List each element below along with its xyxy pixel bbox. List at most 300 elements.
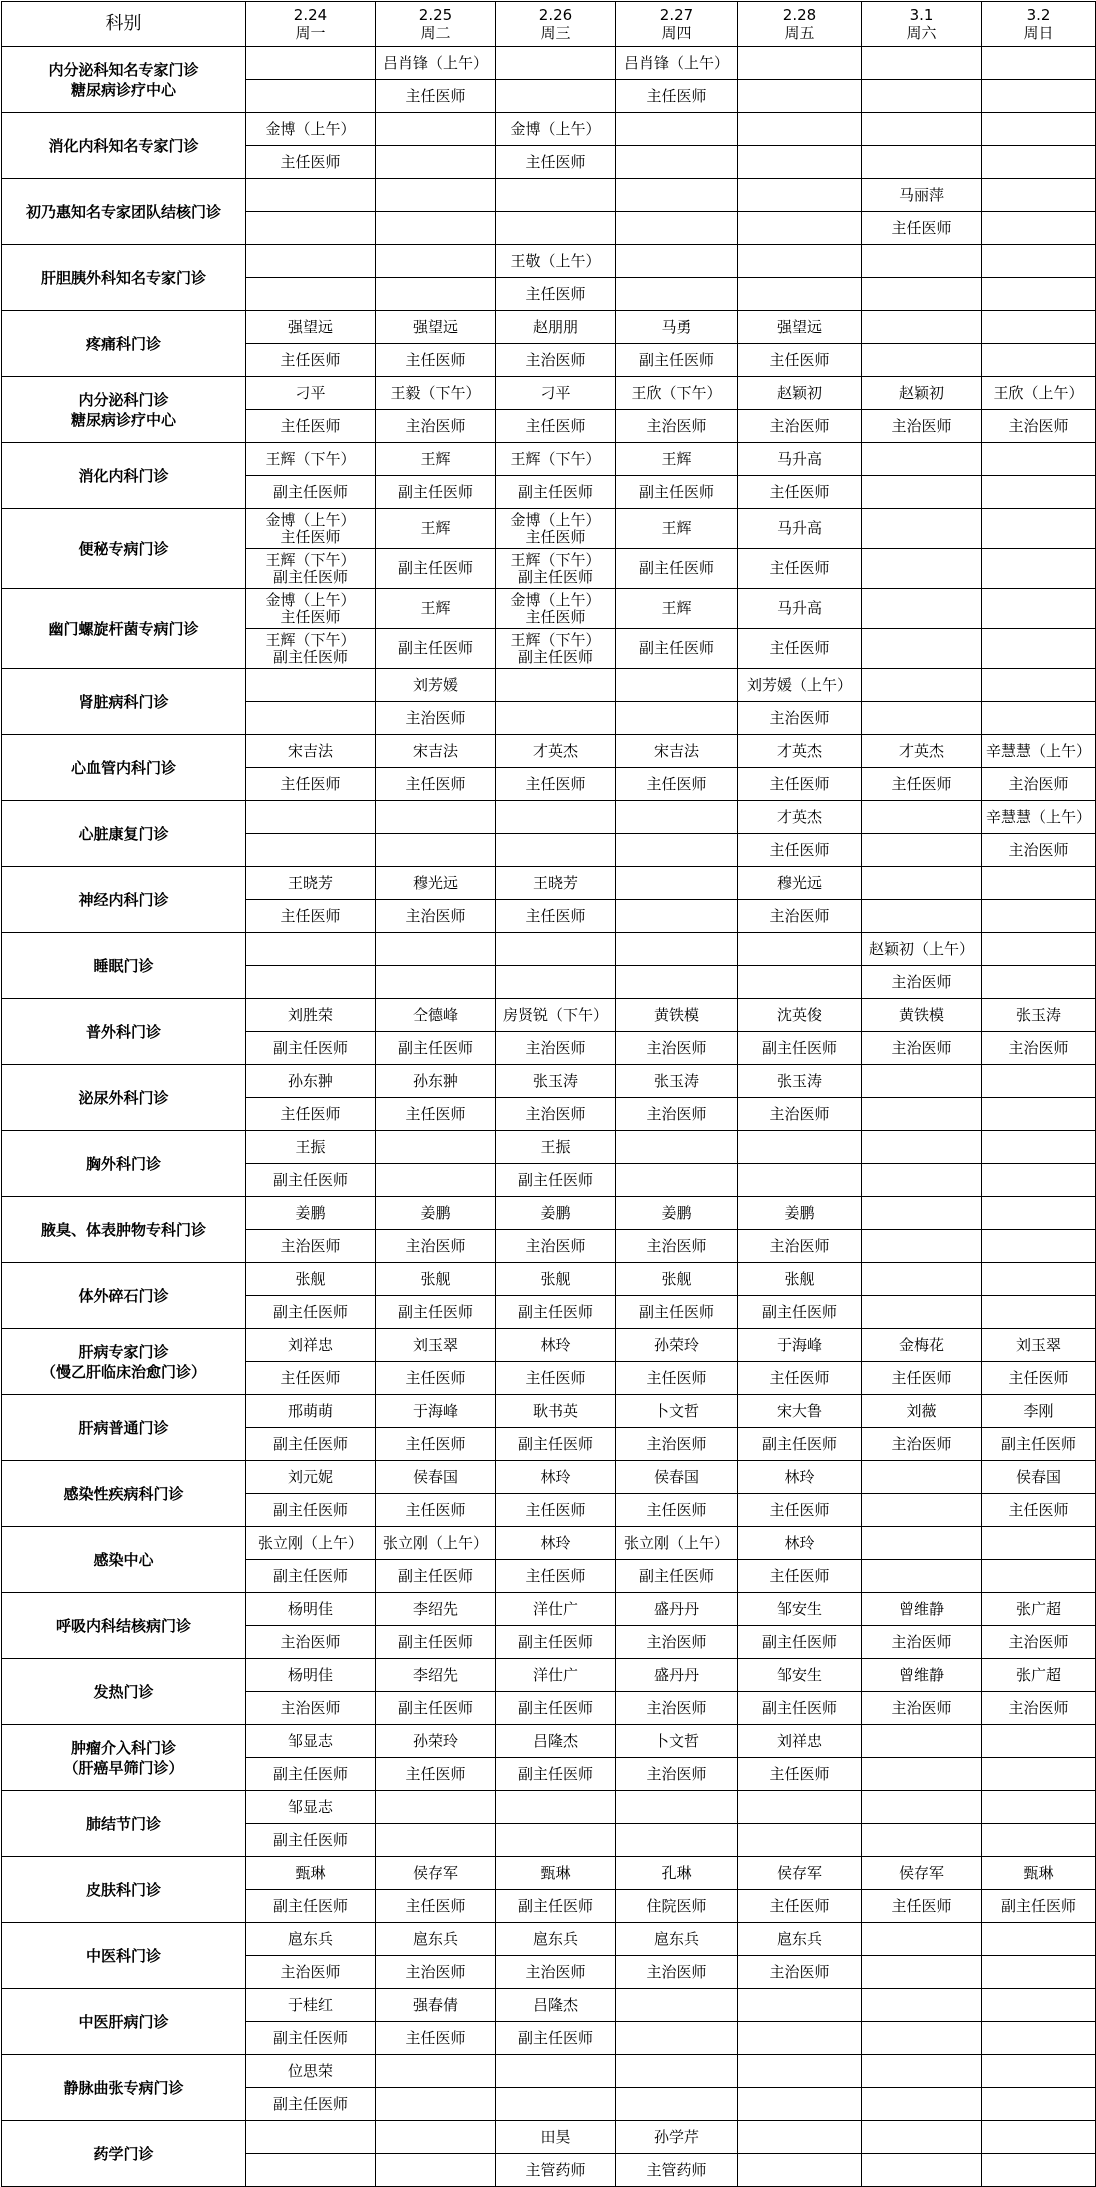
doctor-title-cell: 主治医师 [982,768,1096,801]
doctor-title-cell [376,146,496,179]
doctor-title-cell: 主任医师 [616,768,738,801]
doctor-name-cell: 张舰 [738,1263,862,1296]
schedule-row-doctor [2,1131,1096,1164]
doctor-name-cell [246,245,376,278]
schedule-row-doctor [2,1791,1096,1824]
doctor-name-cell [982,113,1096,146]
doctor-title-cell: 主治医师 [616,1692,738,1725]
department-name: 体外碎石门诊 [2,1263,246,1329]
doctor-title-cell: 主任医师 [246,1098,376,1131]
schedule-row-doctor [2,2121,1096,2154]
doctor-name-cell [982,589,1096,629]
doctor-title-cell [496,702,616,735]
doctor-name-cell [738,933,862,966]
doctor-name-cell [616,113,738,146]
doctor-title-cell [376,966,496,999]
doctor-title-cell: 主治医师 [246,1230,376,1263]
doctor-name-cell: 王辉（下午） [246,443,376,476]
doctor-name-cell: 宋吉法 [376,735,496,768]
doctor-title-cell [982,80,1096,113]
doctor-title-cell [246,278,376,311]
doctor-name-cell [862,311,982,344]
doctor-name-cell: 林玲 [496,1527,616,1560]
doctor-name-cell: 才英杰 [738,801,862,834]
doctor-name-cell: 刘玉翠 [982,1329,1096,1362]
doctor-name-cell [376,1791,496,1824]
doctor-title-cell [738,2154,862,2187]
schedule-row-doctor [2,311,1096,344]
doctor-name-cell: 位思荣 [246,2055,376,2088]
doctor-title-cell: 副主任医师 [376,1626,496,1659]
doctor-title-cell [616,702,738,735]
doctor-title-cell: 副主任医师 [738,1428,862,1461]
dept-column-header: 科别 [2,2,246,47]
department-name: 神经内科门诊 [2,867,246,933]
doctor-title-cell: 副主任医师 [376,1032,496,1065]
doctor-title-cell: 主任医师 [376,1890,496,1923]
doctor-title-cell [738,146,862,179]
doctor-title-cell: 副主任医师 [616,629,738,669]
doctor-name-cell [862,1197,982,1230]
schedule-row-doctor [2,377,1096,410]
department-name: 静脉曲张专病门诊 [2,2055,246,2121]
doctor-name-cell: 赵颖初（上午） [862,933,982,966]
department-name: 腋臭、体表肿物专科门诊 [2,1197,246,1263]
doctor-name-cell [982,1131,1096,1164]
doctor-name-cell: 张广超 [982,1659,1096,1692]
day-date: 2.26 [538,6,573,24]
doctor-title-cell [982,2022,1096,2055]
doctor-name-cell [376,113,496,146]
schedule-row-doctor [2,1065,1096,1098]
doctor-title-cell: 副主任医师 [616,344,738,377]
doctor-title-cell: 主任医师 [982,1362,1096,1395]
doctor-title-cell: 主任医师 [496,1560,616,1593]
doctor-title-cell [862,146,982,179]
doctor-name-cell: 林玲 [496,1461,616,1494]
doctor-name-cell: 王晓芳 [496,867,616,900]
doctor-name-cell: 金博（上午） 主任医师 [246,589,376,629]
doctor-title-cell [862,1758,982,1791]
schedule-row-doctor [2,1593,1096,1626]
doctor-title-cell: 主任医师 [862,1890,982,1923]
doctor-name-cell: 王辉（下午） [496,443,616,476]
doctor-title-cell [246,966,376,999]
doctor-name-cell [616,1791,738,1824]
doctor-name-cell [982,933,1096,966]
doctor-name-cell: 才英杰 [496,735,616,768]
doctor-title-cell [982,1824,1096,1857]
doctor-title-cell [862,549,982,589]
doctor-title-cell [496,212,616,245]
doctor-title-cell [376,278,496,311]
doctor-name-cell: 张舰 [496,1263,616,1296]
doctor-name-cell: 李绍先 [376,1659,496,1692]
department-name: 中医科门诊 [2,1923,246,1989]
doctor-name-cell [496,47,616,80]
schedule-row-doctor [2,2055,1096,2088]
doctor-name-cell: 王欣（上午） [982,377,1096,410]
doctor-title-cell: 主任医师 [738,768,862,801]
doctor-title-cell: 主任医师 [376,1098,496,1131]
doctor-name-cell [862,1527,982,1560]
doctor-name-cell: 金博（上午） [496,113,616,146]
schedule-row-doctor [2,1461,1096,1494]
doctor-name-cell: 王辉 [616,589,738,629]
doctor-title-cell: 主任医师 [616,80,738,113]
schedule-row-doctor [2,1725,1096,1758]
doctor-title-cell [862,702,982,735]
doctor-name-cell [738,245,862,278]
schedule-row-doctor [2,669,1096,702]
doctor-name-cell: 王辉 [376,589,496,629]
doctor-name-cell [862,1131,982,1164]
doctor-title-cell [862,1956,982,1989]
doctor-title-cell: 主任医师 [862,212,982,245]
doctor-name-cell: 林玲 [738,1527,862,1560]
doctor-name-cell: 孙学芹 [616,2121,738,2154]
doctor-name-cell: 金博（上午） 主任医师 [246,509,376,549]
doctor-name-cell: 金博（上午） [246,113,376,146]
doctor-title-cell: 主治医师 [862,1692,982,1725]
doctor-title-cell: 副主任医师 [246,2022,376,2055]
doctor-title-cell: 主任医师 [246,146,376,179]
doctor-name-cell [982,1197,1096,1230]
department-name: 皮肤科门诊 [2,1857,246,1923]
doctor-title-cell [738,2022,862,2055]
doctor-title-cell: 主任医师 [738,1890,862,1923]
doctor-name-cell: 于海峰 [738,1329,862,1362]
doctor-title-cell: 副主任医师 [738,1692,862,1725]
doctor-name-cell [862,669,982,702]
doctor-title-cell: 王辉（下午） 副主任医师 [496,549,616,589]
doctor-name-cell [982,443,1096,476]
doctor-name-cell: 王辉 [616,443,738,476]
doctor-name-cell [982,2121,1096,2154]
schedule-row-doctor [2,179,1096,212]
doctor-title-cell: 主任医师 [376,1428,496,1461]
doctor-title-cell [376,1164,496,1197]
doctor-title-cell: 主治医师 [616,1230,738,1263]
doctor-title-cell: 主任医师 [862,1362,982,1395]
department-name: 肝病专家门诊 （慢乙肝临床治愈门诊） [2,1329,246,1395]
doctor-name-cell: 张广超 [982,1593,1096,1626]
doctor-name-cell [738,1989,862,2022]
doctor-title-cell [862,1560,982,1593]
department-name: 消化内科门诊 [2,443,246,509]
doctor-title-cell [376,2154,496,2187]
schedule-row-doctor [2,999,1096,1032]
doctor-title-cell: 主任医师 [246,1362,376,1395]
department-name: 感染中心 [2,1527,246,1593]
doctor-title-cell: 主任医师 [982,1494,1096,1527]
doctor-title-cell: 主治医师 [862,1626,982,1659]
department-name: 发热门诊 [2,1659,246,1725]
doctor-name-cell [982,179,1096,212]
doctor-title-cell: 主任医师 [496,146,616,179]
doctor-title-cell: 王辉（下午） 副主任医师 [496,629,616,669]
doctor-title-cell [982,2154,1096,2187]
day-date: 2.24 [293,6,328,24]
doctor-name-cell [862,113,982,146]
doctor-title-cell: 副主任医师 [246,1560,376,1593]
doctor-name-cell [862,1989,982,2022]
day-date: 2.27 [659,6,694,24]
doctor-name-cell: 金梅花 [862,1329,982,1362]
doctor-name-cell: 田昊 [496,2121,616,2154]
doctor-title-cell: 副主任医师 [738,1296,862,1329]
doctor-name-cell [246,801,376,834]
schedule-row-doctor [2,1527,1096,1560]
doctor-title-cell: 主治医师 [616,410,738,443]
doctor-name-cell [616,801,738,834]
doctor-name-cell: 刘薇 [862,1395,982,1428]
doctor-name-cell: 刁平 [246,377,376,410]
doctor-name-cell [616,2055,738,2088]
doctor-name-cell [376,2055,496,2088]
doctor-name-cell [982,311,1096,344]
doctor-name-cell: 刘芳媛（上午） [738,669,862,702]
schedule-row-doctor [2,1659,1096,1692]
doctor-title-cell: 副主任医师 [496,1164,616,1197]
doctor-name-cell [982,1725,1096,1758]
doctor-name-cell [616,179,738,212]
doctor-name-cell: 张玉涛 [496,1065,616,1098]
doctor-name-cell: 马丽萍 [862,179,982,212]
doctor-name-cell: 于桂红 [246,1989,376,2022]
doctor-name-cell: 强望远 [738,311,862,344]
doctor-title-cell: 主任医师 [376,1494,496,1527]
doctor-name-cell: 曾维静 [862,1593,982,1626]
day-date: 3.2 [1026,6,1051,24]
day-date: 2.28 [782,6,817,24]
doctor-title-cell [982,629,1096,669]
doctor-name-cell: 张玉涛 [982,999,1096,1032]
doctor-name-cell: 马升高 [738,589,862,629]
doctor-title-cell: 主任医师 [496,410,616,443]
doctor-name-cell [616,1131,738,1164]
doctor-title-cell: 主治医师 [616,1626,738,1659]
doctor-name-cell: 才英杰 [862,735,982,768]
doctor-title-cell [738,278,862,311]
doctor-title-cell [982,1296,1096,1329]
doctor-name-cell: 张玉涛 [738,1065,862,1098]
doctor-title-cell [246,212,376,245]
doctor-title-cell: 主任医师 [246,344,376,377]
doctor-title-cell: 副主任医师 [376,1296,496,1329]
doctor-title-cell: 主治医师 [862,966,982,999]
doctor-title-cell: 主治医师 [738,410,862,443]
schedule-row-doctor [2,1857,1096,1890]
doctor-name-cell: 洋仕广 [496,1659,616,1692]
doctor-title-cell [862,629,982,669]
doctor-title-cell: 王辉（下午） 副主任医师 [246,549,376,589]
doctor-name-cell [496,801,616,834]
doctor-name-cell: 孔琳 [616,1857,738,1890]
doctor-title-cell [862,2022,982,2055]
day-weekday: 周五 [784,24,815,42]
doctor-title-cell: 副主任医师 [246,2088,376,2121]
doctor-title-cell [246,2154,376,2187]
doctor-name-cell: 杨明佳 [246,1593,376,1626]
doctor-title-cell: 主治医师 [982,1032,1096,1065]
doctor-name-cell: 吕肖锋（上午） [616,47,738,80]
doctor-name-cell: 张立刚（上午） [246,1527,376,1560]
doctor-title-cell: 主任医师 [616,1362,738,1395]
doctor-title-cell: 主治医师 [246,1692,376,1725]
schedule-row-doctor [2,735,1096,768]
day-header [496,2,616,47]
day-weekday: 周四 [661,24,692,42]
doctor-title-cell [862,278,982,311]
doctor-name-cell: 仝德峰 [376,999,496,1032]
doctor-title-cell [616,1824,738,1857]
doctor-title-cell: 主任医师 [376,1362,496,1395]
doctor-title-cell: 主任医师 [616,1494,738,1527]
doctor-title-cell [862,2154,982,2187]
doctor-name-cell: 侯春国 [982,1461,1096,1494]
doctor-title-cell: 主任医师 [738,1560,862,1593]
doctor-name-cell: 辛慧慧（上午） [982,801,1096,834]
doctor-title-cell [496,2088,616,2121]
doctor-name-cell [738,47,862,80]
doctor-title-cell [862,2088,982,2121]
doctor-name-cell [616,867,738,900]
doctor-name-cell [862,1263,982,1296]
doctor-name-cell: 侯存军 [862,1857,982,1890]
doctor-title-cell [862,834,982,867]
doctor-title-cell [616,146,738,179]
doctor-title-cell: 副主任医师 [376,549,496,589]
doctor-title-cell: 副主任医师 [496,1296,616,1329]
doctor-name-cell [862,1791,982,1824]
doctor-title-cell: 主治医师 [246,1626,376,1659]
doctor-title-cell [982,2088,1096,2121]
doctor-title-cell: 主治医师 [862,410,982,443]
doctor-title-cell [982,1758,1096,1791]
doctor-title-cell: 副主任医师 [496,476,616,509]
doctor-name-cell: 强望远 [376,311,496,344]
department-name: 睡眠门诊 [2,933,246,999]
doctor-title-cell [862,1824,982,1857]
doctor-name-cell: 甄琳 [246,1857,376,1890]
doctor-name-cell [862,801,982,834]
doctor-title-cell [496,966,616,999]
doctor-name-cell [862,1923,982,1956]
doctor-title-cell: 副主任医师 [616,1560,738,1593]
doctor-name-cell [862,1065,982,1098]
schedule-row-doctor [2,245,1096,278]
doctor-name-cell: 王辉 [376,509,496,549]
department-name: 肝病普通门诊 [2,1395,246,1461]
schedule-row-doctor [2,47,1096,80]
doctor-title-cell: 主任医师 [246,410,376,443]
doctor-title-cell: 主任医师 [738,1362,862,1395]
doctor-name-cell: 扈东兵 [496,1923,616,1956]
doctor-title-cell [616,966,738,999]
doctor-title-cell: 主治医师 [616,1956,738,1989]
doctor-name-cell [738,1791,862,1824]
doctor-title-cell [982,1098,1096,1131]
day-header [982,2,1096,47]
doctor-title-cell: 副主任医师 [496,1758,616,1791]
doctor-title-cell: 王辉（下午） 副主任医师 [246,629,376,669]
doctor-title-cell: 副主任医师 [616,1296,738,1329]
doctor-name-cell [982,1065,1096,1098]
doctor-title-cell [982,476,1096,509]
doctor-name-cell: 王振 [496,1131,616,1164]
doctor-title-cell: 副主任医师 [496,2022,616,2055]
doctor-title-cell: 主治医师 [376,410,496,443]
doctor-title-cell: 副主任医师 [246,1296,376,1329]
doctor-title-cell: 主任医师 [496,1494,616,1527]
doctor-title-cell: 主治医师 [738,1230,862,1263]
doctor-name-cell: 孙荣玲 [376,1725,496,1758]
doctor-name-cell [376,179,496,212]
doctor-name-cell: 王敬（上午） [496,245,616,278]
doctor-name-cell [496,669,616,702]
doctor-name-cell: 吕隆杰 [496,1989,616,2022]
doctor-title-cell: 主治医师 [862,1032,982,1065]
doctor-name-cell [738,1131,862,1164]
doctor-name-cell: 孙东翀 [246,1065,376,1098]
doctor-name-cell: 房贤锐（下午） [496,999,616,1032]
doctor-title-cell: 主任医师 [496,768,616,801]
doctor-title-cell: 主任医师 [246,768,376,801]
doctor-title-cell [982,1956,1096,1989]
doctor-title-cell: 副主任医师 [246,1164,376,1197]
doctor-name-cell: 邹安生 [738,1659,862,1692]
department-name: 药学门诊 [2,2121,246,2187]
doctor-name-cell: 盛丹丹 [616,1659,738,1692]
doctor-name-cell: 刘芳媛 [376,669,496,702]
doctor-name-cell: 侯春国 [376,1461,496,1494]
schedule-row-doctor [2,1329,1096,1362]
department-name: 肾脏病科门诊 [2,669,246,735]
doctor-name-cell: 黄铁模 [616,999,738,1032]
doctor-title-cell [982,278,1096,311]
doctor-title-cell [376,2088,496,2121]
department-name: 内分泌科知名专家门诊 糖尿病诊疗中心 [2,47,246,113]
doctor-title-cell [616,900,738,933]
doctor-name-cell [616,245,738,278]
doctor-name-cell [982,669,1096,702]
doctor-name-cell: 卜文哲 [616,1725,738,1758]
doctor-title-cell [982,344,1096,377]
doctor-name-cell: 侯存军 [376,1857,496,1890]
schedule-row-doctor [2,509,1096,549]
doctor-name-cell [982,47,1096,80]
department-name: 感染性疾病科门诊 [2,1461,246,1527]
doctor-title-cell [862,344,982,377]
doctor-name-cell: 邹安生 [738,1593,862,1626]
doctor-name-cell: 王辉 [616,509,738,549]
doctor-name-cell: 扈东兵 [738,1923,862,1956]
doctor-title-cell [862,1494,982,1527]
doctor-name-cell: 穆光远 [376,867,496,900]
doctor-name-cell: 侯存军 [738,1857,862,1890]
doctor-title-cell: 副主任医师 [246,1890,376,1923]
doctor-name-cell: 林玲 [496,1329,616,1362]
doctor-name-cell: 刘胜荣 [246,999,376,1032]
doctor-name-cell: 王晓芳 [246,867,376,900]
schedule-row-doctor [2,1395,1096,1428]
doctor-name-cell [376,1131,496,1164]
doctor-name-cell: 孙东翀 [376,1065,496,1098]
schedule-row-doctor [2,1989,1096,2022]
doctor-title-cell [862,1230,982,1263]
doctor-title-cell: 主任医师 [376,768,496,801]
